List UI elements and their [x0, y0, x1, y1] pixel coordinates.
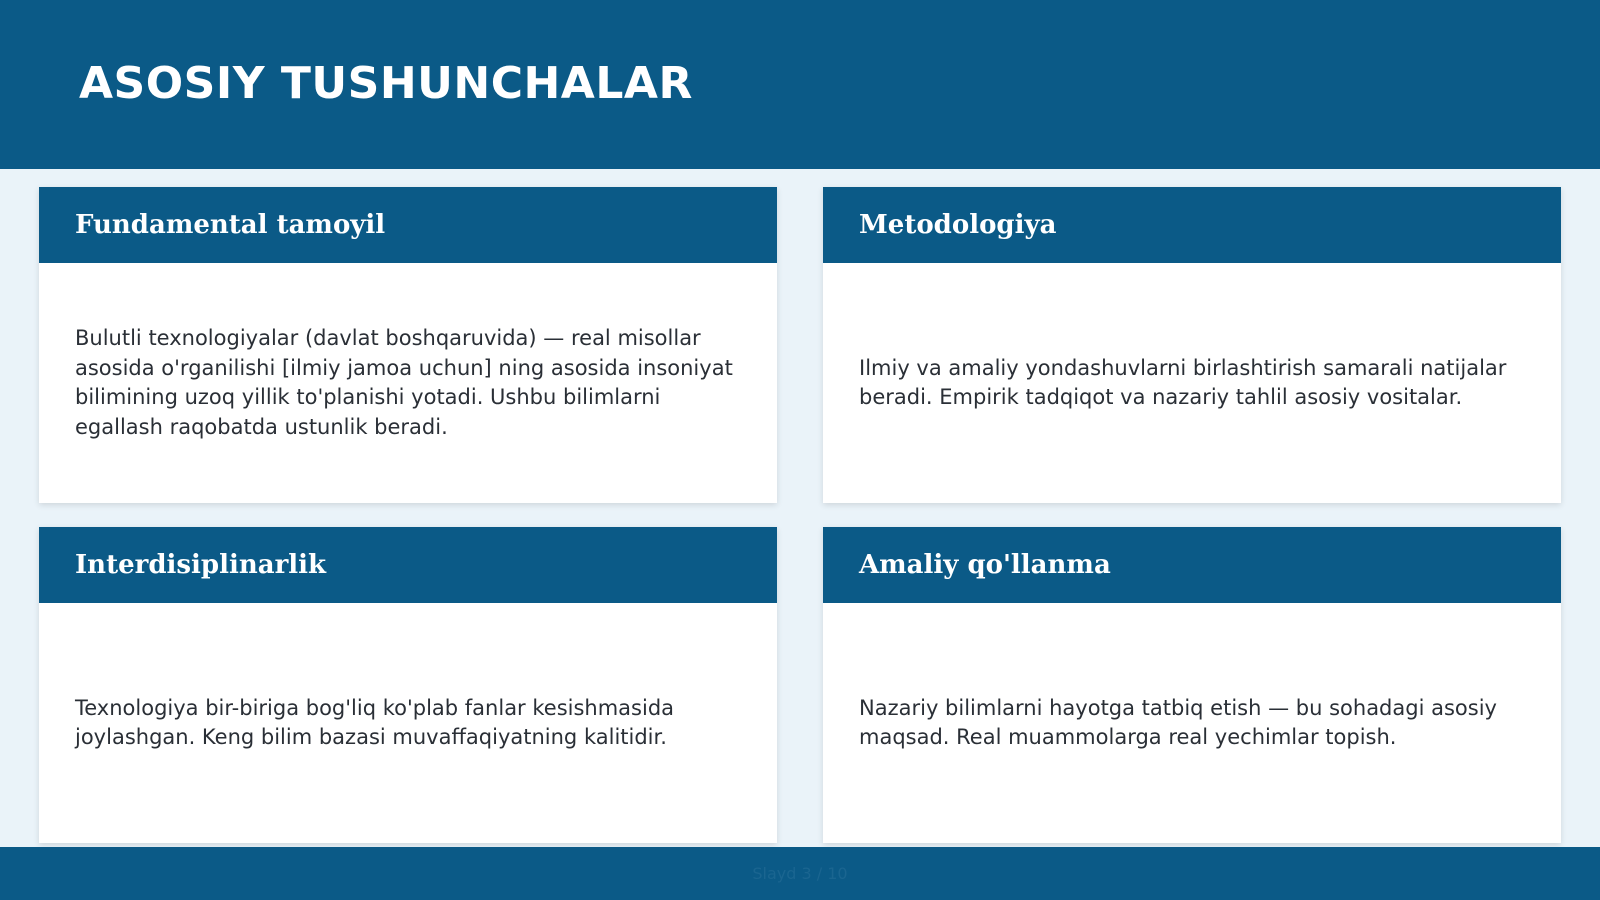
- slide-footer: [0, 847, 1600, 900]
- card-text: Texnologiya bir-biriga bog'liq ko'plab fanlar kesishmasida joylashgan. Keng bilim bazasi muvaffaqiyatning kalitidir.: [75, 695, 675, 749]
- page-title: ASOSIY TUSHUNCHALAR: [79, 58, 693, 109]
- card-title: Interdisiplinarlik: [75, 550, 327, 580]
- card-practical-application: [823, 527, 1561, 843]
- card-fundamental-principle: [39, 187, 777, 503]
- card-methodology: [823, 187, 1561, 503]
- slide-header: [0, 0, 1600, 169]
- card-header: [823, 187, 1561, 263]
- card-header: [39, 187, 777, 263]
- slide-number: Slayd 3 / 10: [752, 864, 848, 883]
- card-body: [39, 263, 777, 503]
- card-title: Metodologiya: [859, 210, 1057, 240]
- card-header: [823, 527, 1561, 603]
- card-title: Amaliy qo'llanma: [859, 550, 1111, 580]
- card-body: [823, 603, 1561, 843]
- card-text: Ilmiy va amaliy yondashuvlarni birlashtirish samarali natijalar beradi. Empirik tadqiqot va nazariy tahlil asosiy vositalar.: [859, 355, 1507, 409]
- card-body: [39, 603, 777, 843]
- card-interdisciplinarity: [39, 527, 777, 843]
- card-text: Bulutli texnologiyalar (davlat boshqaruvida) — real misollar asosida o'rganilishi [ilmiy jamoa uchun] ning asosida insoniyat bilimining uzoq yillik to'planishi yotadi. Ushbu bilimlarni egallash raqobatda ustunlik beradi.: [75, 326, 733, 439]
- card-header: [39, 527, 777, 603]
- card-title: Fundamental tamoyil: [75, 210, 386, 240]
- card-body: [823, 263, 1561, 503]
- card-text: Nazariy bilimlarni hayotga tatbiq etish — bu sohadagi asosiy maqsad. Real muammolarga real yechimlar topish.: [859, 695, 1497, 749]
